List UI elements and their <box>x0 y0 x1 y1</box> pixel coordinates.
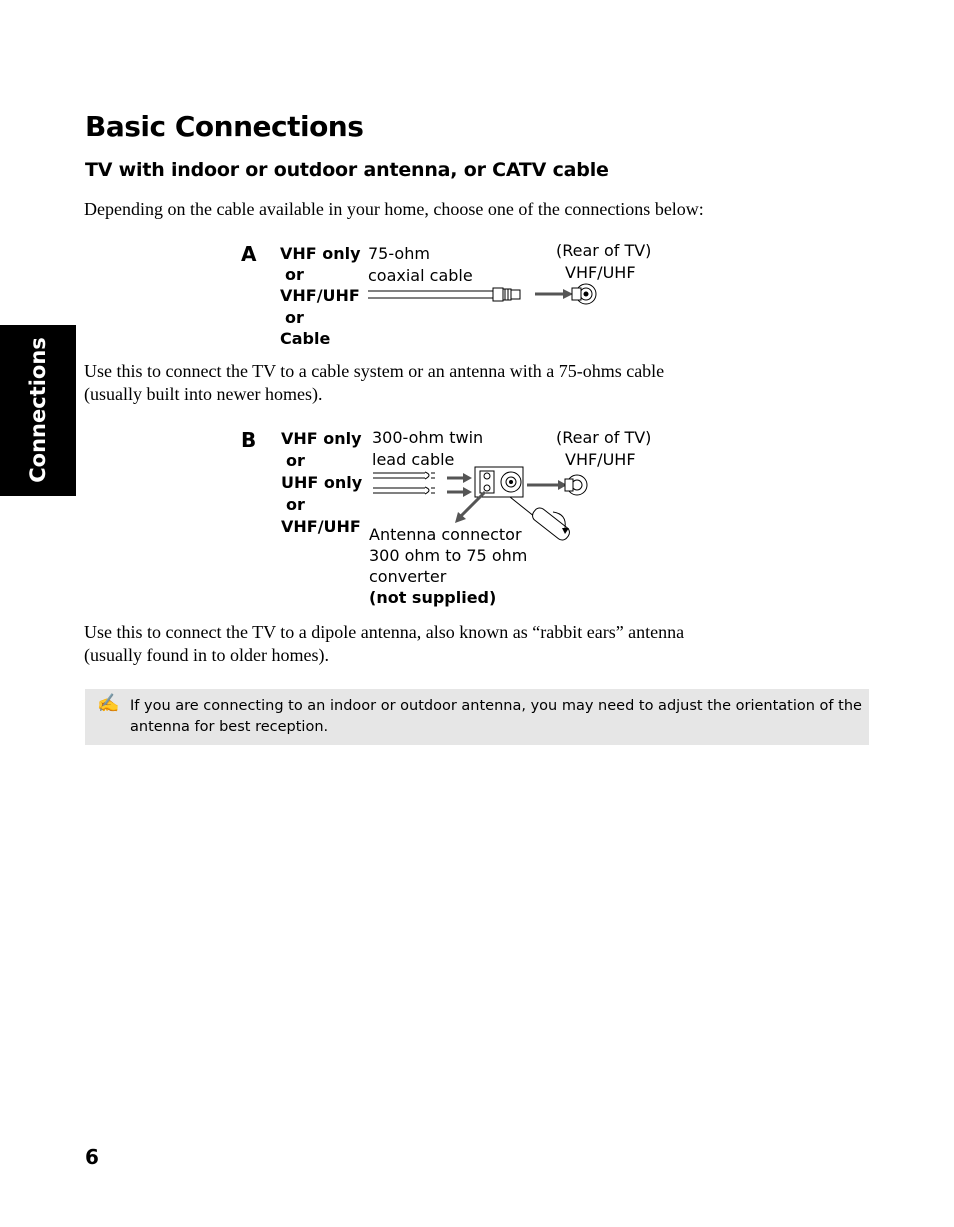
diagram-a-source-2: or <box>285 265 304 284</box>
side-tab-label: Connections <box>26 337 50 483</box>
diagram-a-source-3: VHF/UHF <box>280 286 360 305</box>
side-tab <box>0 325 76 496</box>
diagram-b-cable-line1: 300-ohm twin <box>372 428 484 447</box>
page-number: 6 <box>85 1145 99 1169</box>
converter-label-line3: (not supplied) <box>369 588 497 607</box>
description-b-line2: (usually found in to older homes). <box>84 645 329 665</box>
diagram-a-source-1: VHF only <box>280 244 361 263</box>
note-text: If you are connecting to an indoor or outdoor antenna, you may need to adjust the orientation of the antenna for best reception. <box>130 698 862 735</box>
diagram-b-source-2: or <box>286 451 305 470</box>
diagram-b-source-1: VHF only <box>281 429 362 448</box>
diagram-b-cable-line2: lead cable <box>372 450 455 469</box>
diagram-a-source-5: Cable <box>280 329 331 348</box>
description-a-line1: Use this to connect the TV to a cable system or an antenna with a 75-ohms cable <box>84 361 665 381</box>
diagram-b-letter: B <box>241 428 257 452</box>
antenna-connector-label: Antenna connector <box>369 525 522 544</box>
note-box <box>85 689 869 745</box>
converter-label-line1: 300 ohm to 75 ohm <box>369 546 528 565</box>
diagram-a-rear-label: (Rear of TV) <box>556 241 652 260</box>
diagram-b-source-5: VHF/UHF <box>281 517 361 536</box>
diagram-a-letter: A <box>241 242 257 266</box>
diagram-a-source-4: or <box>285 308 304 327</box>
page-title: Basic Connections <box>85 110 364 143</box>
description-b-line1: Use this to connect the TV to a dipole antenna, also known as “rabbit ears” antenna <box>84 622 685 642</box>
diagram-a-cable-line1: 75-ohm <box>368 244 430 263</box>
section-heading: TV with indoor or outdoor antenna, or CATV cable <box>85 159 609 181</box>
diagram-a-terminal-label: VHF/UHF <box>565 263 636 282</box>
converter-label-line2: converter <box>369 567 447 586</box>
diagram-b-terminal-label: VHF/UHF <box>565 450 636 469</box>
description-b <box>84 621 804 667</box>
description-a-line2: (usually built into newer homes). <box>84 384 323 404</box>
diagram-a-cable-line2: coaxial cable <box>368 266 473 285</box>
diagram-b-rear-label: (Rear of TV) <box>556 428 652 447</box>
diagram-b-source-4: or <box>286 495 305 514</box>
coaxial-cable-illustration <box>360 280 610 310</box>
diagram-b-source-3: UHF only <box>281 473 363 492</box>
intro-text: Depending on the cable available in your home, choose one of the connections below: <box>84 199 704 219</box>
description-a <box>84 360 804 406</box>
pencil-note-icon: ✍ <box>97 693 120 713</box>
